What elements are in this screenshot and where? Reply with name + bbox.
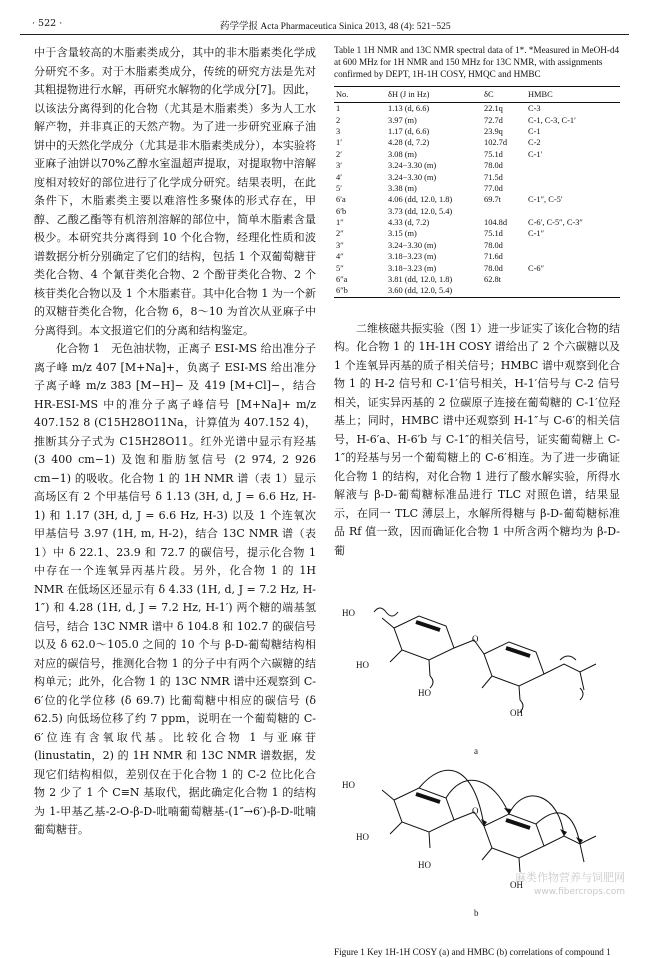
cell-delta-c: 78.0d (484, 161, 503, 171)
cell-hmbc: C-1, C-3, C-1′ (528, 115, 576, 125)
table-row (334, 103, 620, 115)
table-row (334, 285, 620, 297)
cell-no: 6″a (336, 275, 348, 285)
cell-delta-h: 3.15 (m) (388, 229, 417, 239)
cell-no: 1″ (336, 218, 344, 228)
col-delta-c: δC (482, 87, 526, 103)
col-delta-h: δH (J in Hz) (386, 87, 482, 103)
label-o-a1: O (472, 634, 479, 645)
figure-1-caption: Figure 1 Key 1H-1H COSY (a) and HMBC (b) correlations of compound 1 (334, 947, 611, 958)
cell-hmbc (526, 274, 620, 285)
table-row (334, 206, 620, 217)
watermark-name: 麻类作物营养与饲肥网 (515, 871, 625, 884)
cell-delta-h: 3.24−3.30 (m) (388, 161, 437, 171)
structure-a (374, 608, 596, 712)
cell-delta-c: 78.0d (484, 240, 503, 250)
table-row (334, 251, 620, 262)
cell-hmbc: C-6′, C-5″, C-3″ (528, 218, 583, 228)
cell-hmbc (526, 160, 620, 171)
cell-hmbc: C-3 (528, 104, 541, 114)
table-row (334, 183, 620, 194)
cell-delta-c: 23.9q (484, 126, 503, 136)
intro-paragraph: 中于含量较高的木脂素类成分，其中的非木脂素类化学成分研究不多。对于木脂素类成分，传统的研究方法是先对其粗提物进行水解，再研究水解物的化学成分[7]。因此，以该法分离得到的化合物（尤其是木脂素类）多为人工水解产物，并非真正的天然产物。为了进一步研究亚麻子油饼中的天然化学成分（尤其是非木脂素类成分），本实验将亚麻子油饼以70%乙醇水室温超声提取，对提取物中溶解度相对较好的部位进行了化学成分研究。结果表明，在此条件下，木脂素类主要以难溶性多聚体的形式存在，甲醇、乙酸乙酯等有机溶剂溶解的部位中，简单木脂素含量极少。本研究共分离得到 10 个化合物，经理化性质和波谱数据分析分别确定了它们的结构，包括 1 个双葡萄糖苷类化合物、4 个氰苷类化合物、2 个酚苷类化合物、2 个核苷类化合物以及 1 个木脂素苷。其中化合物 1 为一个新的双糖苷类化合物，化合物 6，8～10 为首次从亚麻子中分离得到。本文报道它们的分离和结构鉴定。 (34, 46, 316, 337)
label-oh-b1: OH (510, 880, 523, 891)
cell-no: 2 (336, 115, 341, 125)
2d-nmr-paragraph: 二维核磁共振实验（图 1）进一步证实了该化合物的结构。化合物 1 的 1H-1H COSY 谱给出了 2 个六碳糖以及 1 个连氧异丙基的质子相关信号；HMBC 谱中观察到化合物 1 的 H-2 信号和 C-1′信号相关，H-1′信号与 C-2 信号相关，证实异丙基的 2 位碳原子连接在葡萄糖的 C-1′位羟基上；同时，HMBC 谱中还观察到 H-1″与 C-6′的相关信号，H-6′a、H-6′b 与 C-1″的相关信号，证实葡萄糖上 C-1″的羟基与另一个葡萄糖上的 C-6′相连。为了进一步确证化合物 1 的结构，对化合物 1 进行了酸水解实验，所得水解液与 β-D-葡萄糖标准品进行 TLC 对照色谱，结果显示，在同一 TLC 薄层上，水解所得糖与 β-D-葡萄糖标准品 Rf 值一致，因而确证化合物 1 中所含两个糖均为 β-D-葡 (334, 321, 620, 557)
col-hmbc: HMBC (526, 87, 620, 103)
panel-b-label: b (474, 908, 479, 919)
compound-1-paragraph: 化合物 1 无色油状物，正离子 ESI-MS 给出准分子离子峰 m/z 407 [M+Na]+，负离子 ESI-MS 给出准分子离子峰 m/z 383 [M−H]− 及 419 [M+Cl]−，结合 HR-ESI-MS 中的准分子离子峰信号 [M+Na]+ m/z 407.152 8 (C15H28O11Na，计算值为 407.152 4)，推断其分子式为 C15H28O11。红外光谱中显示有羟基 (3 400 cm−1) 及饱和脂肪氢信号 (2 974, 2 926 cm−1) 的吸收。化合物 1 的 1H NMR 谱（表 1）显示高场区有 2 个甲基信号 δ 1.13 (3H, d, J = 6.6 Hz, H-1) 和 1.17 (3H, d, J = 6.6 Hz, H-3) 以及 1 个连氧次甲基信号 3.97 (1H, m, H-2)，结合 13C NMR 谱（表 1）中 δ 22.1、23.9 和 72.7 的碳信号，提示化合物 1 中存在一个连氧异丙基片段。另外，化合物 1 的 1H NMR 在低场区还显示有 δ 4.33 (1H, d, J = 7.2 Hz, H-1″) 和 4.28 (1H, d, J = 7.2 Hz, H-1′) 两个糖的端基氢信号，结合 13C NMR 谱中 δ 104.8 和 102.7 的碳信号以及 δ 62.0～105.0 之间的 10 个与 β-D-葡萄糖结构相对应的碳信号，推测化合物 1 的分子中有两个六碳糖的结构单元；此外，化合物 1 的 13C NMR 谱中还观察到 C-6′位的化学位移 (δ 69.7) 比葡萄糖中相应的碳信号 (δ 62.5) 向低场位移了约 7 ppm，说明在一个葡萄糖的 C-6′位连有含氧取代基。比较化合物 1 与亚麻苷 (linustatin，2) 的 1H NMR 和 13C NMR 谱数据，发现它们结构相似，差别仅在于化合物 1 的 C-2 位比化合物 2 少了 1 个 C≡N 基取代，据此确定化合物 1 的结构为 1-甲基乙基-2-O-β-D-吡喃葡萄糖基-(1″→6′)-β-D-吡喃葡萄糖苷。 (34, 342, 316, 836)
right-column (334, 44, 620, 958)
arrowheads (481, 808, 583, 844)
watermark (515, 871, 625, 899)
table-row (334, 149, 620, 160)
cell-delta-h: 3.81 (dd, 12.0, 1.8) (388, 275, 453, 285)
cell-delta-c: 75.1d (484, 149, 503, 159)
table-row (334, 194, 620, 205)
cell-hmbc (526, 240, 620, 251)
cell-hmbc: C-1″ (528, 229, 545, 239)
label-ho-b1: HO (342, 780, 355, 791)
page-header (20, 14, 629, 35)
structure-b (382, 770, 596, 872)
table-row (334, 137, 620, 148)
cell-hmbc (526, 251, 620, 262)
cell-no: 5′ (336, 183, 343, 193)
table-1-caption: Table 1 1H NMR and 13C NMR spectral data of 1*. *Measured in MeOH-d4 at 600 MHz for 1H NMR and 150 MHz for 13C NMR, with assignments confirmed by DEPT, 1H-1H COSY, HMQC and HMBC (334, 45, 620, 79)
cell-no: 4′ (336, 172, 343, 182)
panel-a-label: a (474, 746, 478, 757)
cell-hmbc (526, 285, 620, 297)
cell-no: 2′ (336, 149, 343, 159)
cell-delta-h: 3.18−3.23 (m) (388, 252, 437, 262)
cell-no: 3′ (336, 161, 343, 171)
cell-delta-h: 3.24−3.30 (m) (388, 172, 437, 182)
cell-delta-c: 71.5d (484, 172, 503, 182)
table-header-row (334, 87, 620, 103)
cell-no: 6′b (336, 206, 347, 216)
cell-delta-c: 75.1d (484, 229, 503, 239)
cell-no: 5″ (336, 263, 344, 273)
cell-no: 3″ (336, 240, 344, 250)
cell-hmbc: C-1″, C-5′ (528, 195, 563, 205)
cell-delta-c: 104.8d (484, 218, 508, 228)
cell-hmbc: C-2 (528, 138, 541, 148)
table-row (334, 240, 620, 251)
cell-no: 6″b (334, 285, 386, 297)
cell-delta-h: 4.28 (d, 7.2) (388, 138, 430, 148)
table-row (334, 262, 620, 273)
table-row (334, 217, 620, 228)
col-no: No. (334, 87, 386, 103)
label-ho-b3: HO (418, 860, 431, 871)
journal-citation: 药学学报 Acta Pharmaceutica Sinica 2013, 48 (4): 521−525 (220, 22, 451, 32)
cell-no: 3 (336, 126, 341, 136)
label-oh-a1: OH (510, 708, 523, 719)
cell-hmbc: C-1 (528, 126, 541, 136)
table-row (334, 126, 620, 137)
left-column (34, 44, 316, 840)
cell-delta-h: 4.33 (d, 7.2) (388, 218, 430, 228)
table-row (334, 160, 620, 171)
watermark-url: www.fibercrops.com (534, 887, 625, 897)
cell-hmbc (526, 183, 620, 194)
cell-delta-h: 1.13 (d, 6.6) (388, 104, 430, 114)
cell-no: 2″ (336, 229, 344, 239)
table-row (334, 228, 620, 239)
cell-delta-c (482, 285, 526, 297)
label-ho-a1: HO (342, 608, 355, 619)
page-number: · 522 · (32, 18, 63, 29)
cell-delta-h: 3.97 (m) (388, 115, 417, 125)
table-body (334, 103, 620, 298)
table-row (334, 274, 620, 285)
cell-no: 6′a (336, 195, 346, 205)
cell-delta-c: 77.0d (484, 183, 503, 193)
cell-delta-h: 3.60 (dd, 12.0, 5.4) (386, 285, 482, 297)
cell-delta-h: 3.18−3.23 (m) (388, 263, 437, 273)
cell-delta-c: 102.7d (484, 138, 508, 148)
cell-delta-h: 3.73 (dd, 12.0, 5.4) (388, 206, 453, 216)
cell-delta-c: 78.0d (484, 263, 503, 273)
cell-hmbc (526, 206, 620, 217)
cell-hmbc: C-6″ (528, 263, 545, 273)
cell-delta-c: 22.1q (484, 104, 503, 114)
cell-delta-h: 1.17 (d, 6.6) (388, 126, 430, 136)
cell-hmbc: C-1′ (528, 149, 543, 159)
table-row (334, 114, 620, 125)
label-o-b1: O (472, 806, 479, 817)
cell-no: 1 (336, 104, 341, 114)
cell-delta-h: 3.38 (m) (388, 183, 417, 193)
cell-delta-h: 4.06 (dd, 12.0, 1.8) (388, 195, 453, 205)
cell-delta-h: 3.08 (m) (388, 149, 417, 159)
right-text (334, 320, 620, 561)
table-row (334, 171, 620, 182)
cell-delta-c: 72.7d (484, 115, 503, 125)
cell-delta-c: 71.6d (484, 252, 503, 262)
cell-delta-c: 69.7t (484, 195, 501, 205)
label-ho-b2: HO (356, 832, 369, 843)
cell-hmbc (526, 171, 620, 182)
label-ho-a2: HO (356, 660, 369, 671)
label-ho-a3: HO (418, 688, 431, 699)
cell-no: 4″ (336, 252, 344, 262)
cell-no: 1′ (336, 138, 343, 148)
cell-delta-c: 62.8t (484, 275, 501, 285)
nmr-table (334, 86, 620, 298)
cell-delta-h: 3.24−3.30 (m) (388, 240, 437, 250)
cell-delta-c (482, 206, 526, 217)
